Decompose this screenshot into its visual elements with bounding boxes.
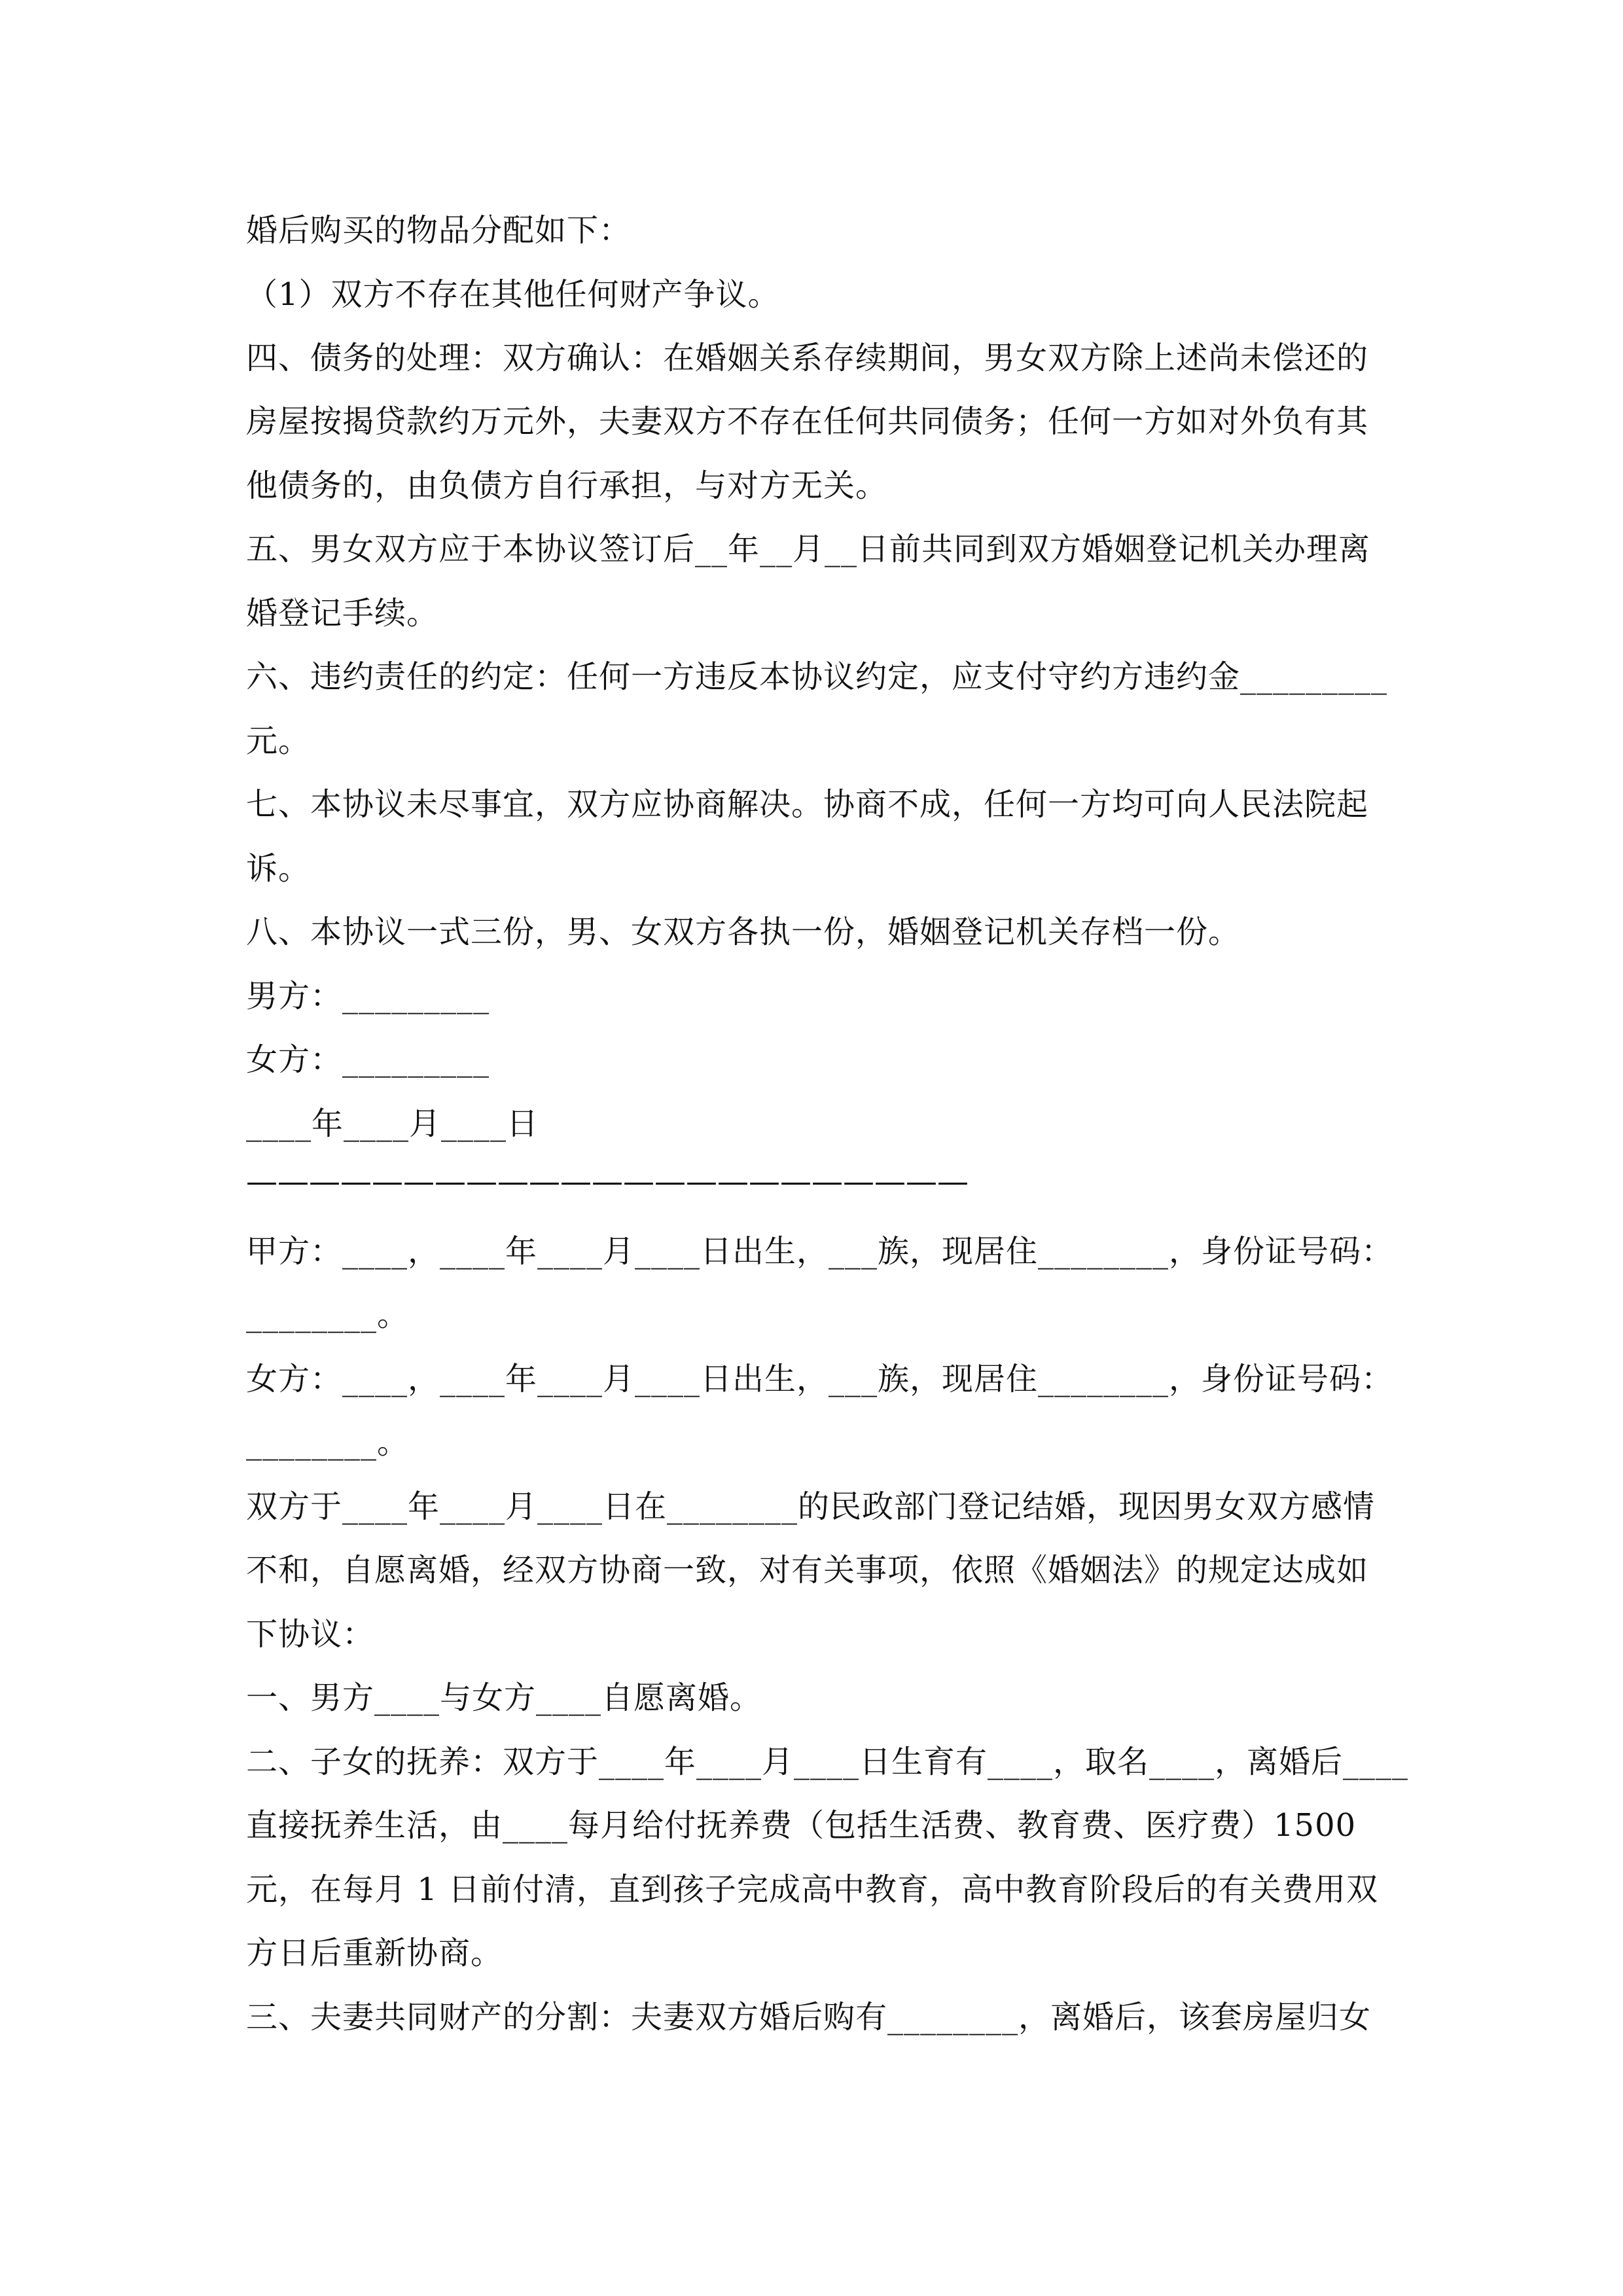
text-line: 房屋按揭贷款约万元外，夫妻双方不存在任何共同债务；任何一方如对外负有其: [246, 403, 1369, 440]
text-line: 女方：____，____年____月____日出生，___族，现居住________，身份证号码：: [246, 1361, 1394, 1397]
text-line: ________。: [246, 1297, 410, 1333]
text-line: 双方于____年____月____日在________的民政部门登记结婚，现因男女双方感情: [246, 1488, 1376, 1525]
text-line: 六、违约责任的约定：任何一方违反本协议约定，应支付守约方违约金_________: [246, 658, 1388, 695]
text-line: 一、男方____与女方____自愿离婚。: [246, 1679, 762, 1716]
text-line: 不和，自愿离婚，经双方协商一致，对有关事项，依照《婚姻法》的规定达成如: [246, 1552, 1369, 1588]
text-line: 下协议：: [246, 1616, 375, 1653]
text-line: 元，在每月 1 日前付清，直到孩子完成高中教育，高中教育阶段后的有关费用双: [246, 1871, 1379, 1908]
separator-line: ———————————————————————: [246, 1163, 969, 1200]
text-line: 三、夫妻共同财产的分割：夫妻双方婚后购有________，离婚后，该套房屋归女: [246, 1999, 1372, 2036]
text-line: 八、本协议一式三份，男、女双方各执一份，婚姻登记机关存档一份。: [246, 914, 1241, 950]
signature-line-female: 女方：_________: [246, 1041, 490, 1078]
date-line: ____年____月____日: [246, 1105, 539, 1142]
text-line: 元。: [246, 723, 311, 759]
text-line: 二、子女的抚养：双方于____年____月____日生育有____，取名____，离婚后____: [246, 1744, 1409, 1780]
text-line: ________。: [246, 1424, 410, 1461]
signature-line-male: 男方：_________: [246, 978, 490, 1014]
text-line: 婚后购买的物品分配如下：: [246, 212, 632, 249]
text-line: 四、债务的处理：双方确认：在婚姻关系存续期间，男女双方除上述尚未偿还的: [246, 340, 1369, 376]
text-line: 方日后重新协商。: [246, 1935, 503, 1971]
text-line: （1）双方不存在其他任何财产争议。: [246, 276, 780, 313]
text-line: 七、本协议未尽事宜，双方应协商解决。协商不成，任何一方均可向人民法院起: [246, 786, 1369, 823]
text-line: 他债务的，由负债方自行承担，与对方无关。: [246, 467, 888, 504]
text-line: 婚登记手续。: [246, 595, 439, 632]
text-line: 五、男女双方应于本协议签订后__年__月__日前共同到双方婚姻登记机关办理离: [246, 531, 1371, 567]
text-line: 甲方：____，____年____月____日出生，___族，现居住________，身份证号码：: [246, 1233, 1394, 1270]
text-line: 诉。: [246, 850, 311, 887]
text-line: 直接抚养生活，由____每月给付抚养费（包括生活费、教育费、医疗费）1500: [246, 1807, 1357, 1844]
